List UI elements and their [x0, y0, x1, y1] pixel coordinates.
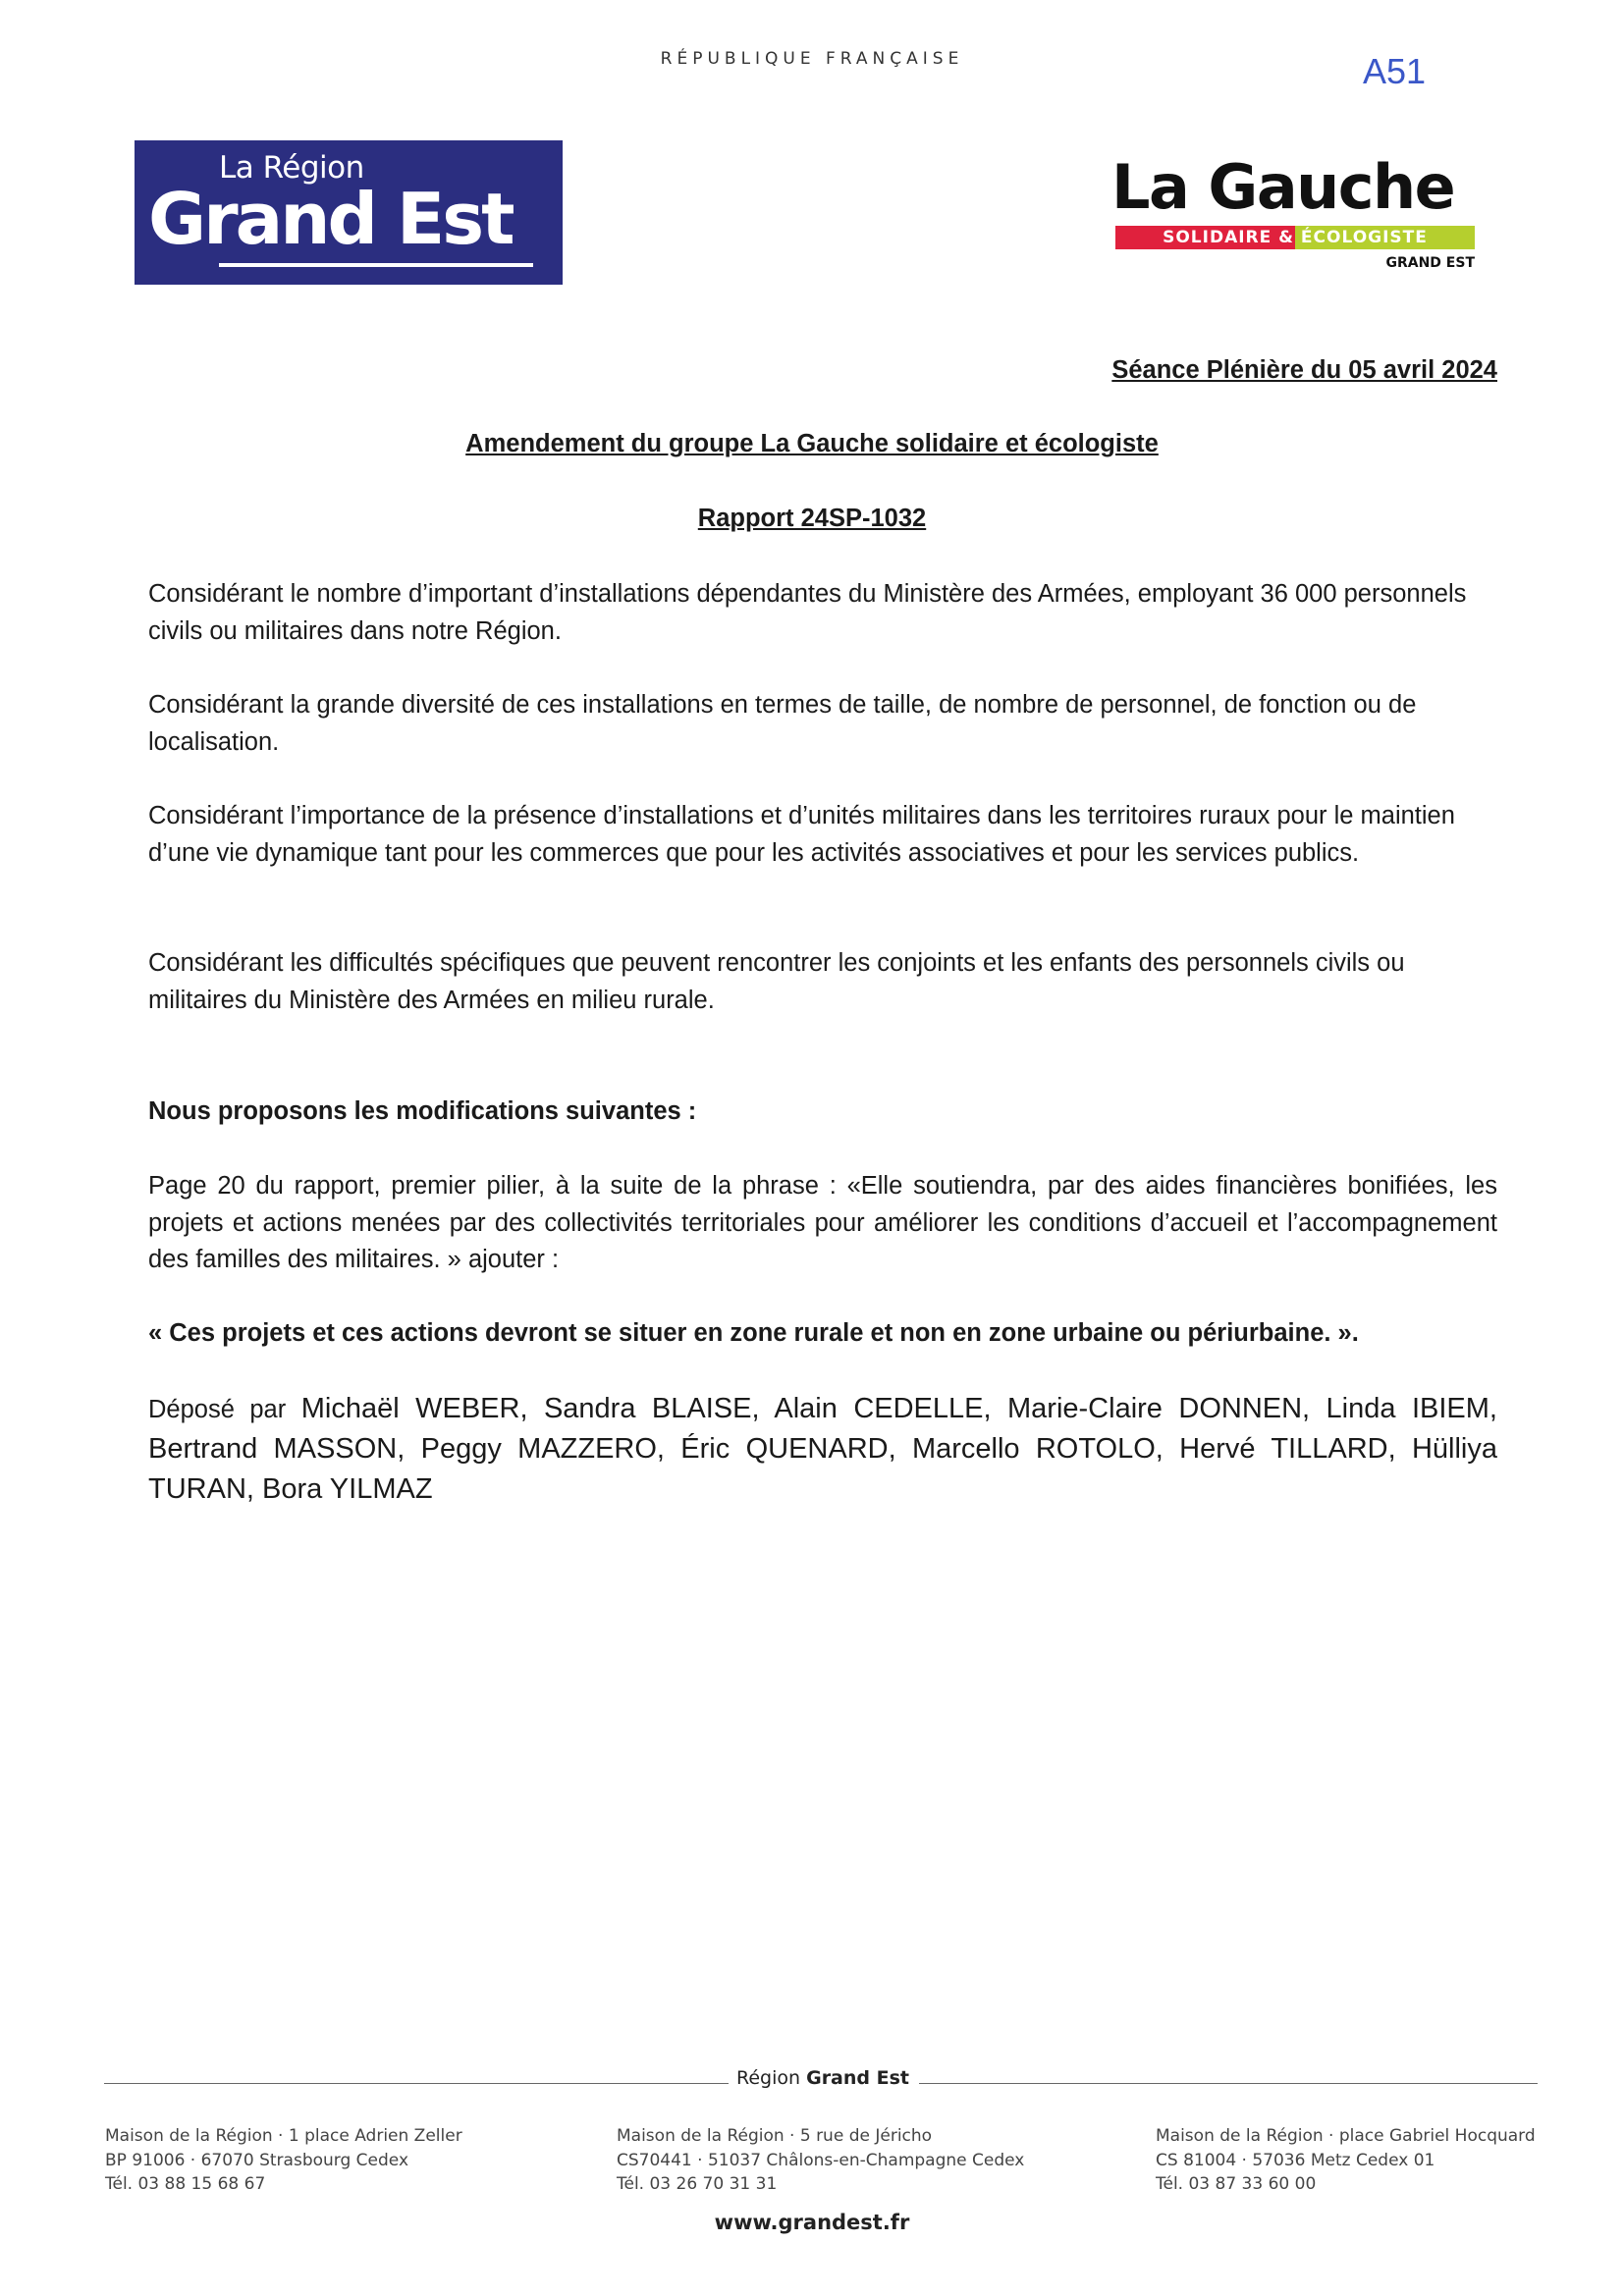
- address-line: Maison de la Région · 1 place Adrien Zeller: [105, 2126, 462, 2146]
- logo-ge-line1: La Région: [219, 150, 364, 186]
- amendment-title: Amendement du groupe La Gauche solidaire et écologiste: [465, 430, 1159, 457]
- address-line: CS 81004 · 57036 Metz Cedex 01: [1156, 2150, 1435, 2170]
- logo-lg-name: La Gauche: [1111, 151, 1455, 223]
- document-reference: A51: [1363, 51, 1427, 91]
- address-chalons: [617, 2124, 1024, 2197]
- address-line: BP 91006 · 67070 Strasbourg Cedex: [105, 2150, 409, 2170]
- logo-ge-underline: [219, 263, 533, 267]
- website-link[interactable]: www.grandest.fr: [714, 2211, 910, 2234]
- considerant-1: Considérant le nombre d’important d’installations dépendantes du Ministère des Armées, employant 36 000 personnels civils ou militaires dans notre Région.: [148, 580, 1467, 645]
- logo-ge-line2: Grand Est: [148, 178, 513, 260]
- footer-divider-left: [104, 2083, 729, 2084]
- considerant-2: Considérant la grande diversité de ces installations en termes de taille, de nombre de personnel, de fonction ou de localisation.: [148, 691, 1417, 756]
- depose-names: Michaël WEBER, Sandra BLAISE, Alain CEDELLE, Marie-Claire DONNEN, Linda IBIEM, Bertrand MASSON, Peggy MAZZERO, Éric QUENARD, Marcello ROTOLO, Hervé TILLARD, Hülliya TURAN, Bora YILMAZ: [148, 1393, 1497, 1505]
- address-phone: Tél. 03 87 33 60 00: [1156, 2174, 1317, 2194]
- logo-lg-sub: GRAND EST: [1385, 255, 1475, 271]
- footer-title: [736, 2067, 909, 2089]
- footer-title-bold: Grand Est: [806, 2067, 909, 2089]
- footer-divider-right: [919, 2083, 1538, 2084]
- modification-text: Page 20 du rapport, premier pilier, à la suite de la phrase : «Elle soutiendra, par des aides financières bonifiées, les projets et actions menées par des collectivités territoriales pour améliorer les conditions d’accueil et l’accompagnement des familles des militaires. » ajouter :: [148, 1172, 1497, 1273]
- address-metz: [1156, 2124, 1536, 2197]
- region-grand-est-logo: [135, 140, 563, 285]
- considerant-4: Considérant les difficultés spécifiques que peuvent rencontrer les conjoints et les enfants des personnels civils ou militaires du Ministère des Armées en milieu rurale.: [148, 949, 1405, 1014]
- address-strasbourg: [105, 2124, 462, 2197]
- proposition-heading: Nous proposons les modifications suivantes :: [148, 1097, 697, 1125]
- footer-title-light: Région: [736, 2067, 801, 2089]
- address-line: Maison de la Région · 5 rue de Jéricho: [617, 2126, 933, 2146]
- address-line: CS70441 · 51037 Châlons-en-Champagne Cedex: [617, 2150, 1025, 2170]
- address-phone: Tél. 03 88 15 68 67: [105, 2174, 266, 2194]
- address-phone: Tél. 03 26 70 31 31: [617, 2174, 778, 2194]
- depose-par: [148, 1389, 1497, 1510]
- considerant-3: Considérant l’importance de la présence d’installations et d’unités militaires dans les territoires ruraux pour le maintien d’une vie dynamique tant pour les commerces que pour les activités associatives et pour les services publics.: [148, 802, 1455, 867]
- la-gauche-logo: [1111, 151, 1485, 280]
- logo-lg-band-text: SOLIDAIRE & ÉCOLOGISTE: [1163, 228, 1428, 247]
- rapport-number: Rapport 24SP-1032: [697, 505, 927, 532]
- session-date: Séance Plénière du 05 avril 2024: [1111, 356, 1497, 384]
- added-text: « Ces projets et ces actions devront se situer en zone rurale et non en zone urbaine ou périurbaine. ».: [148, 1319, 1359, 1347]
- republique-francaise-header: RÉPUBLIQUE FRANÇAISE: [660, 49, 964, 69]
- address-line: Maison de la Région · place Gabriel Hocquard: [1156, 2126, 1536, 2146]
- depose-prefix: Déposé par: [148, 1396, 287, 1423]
